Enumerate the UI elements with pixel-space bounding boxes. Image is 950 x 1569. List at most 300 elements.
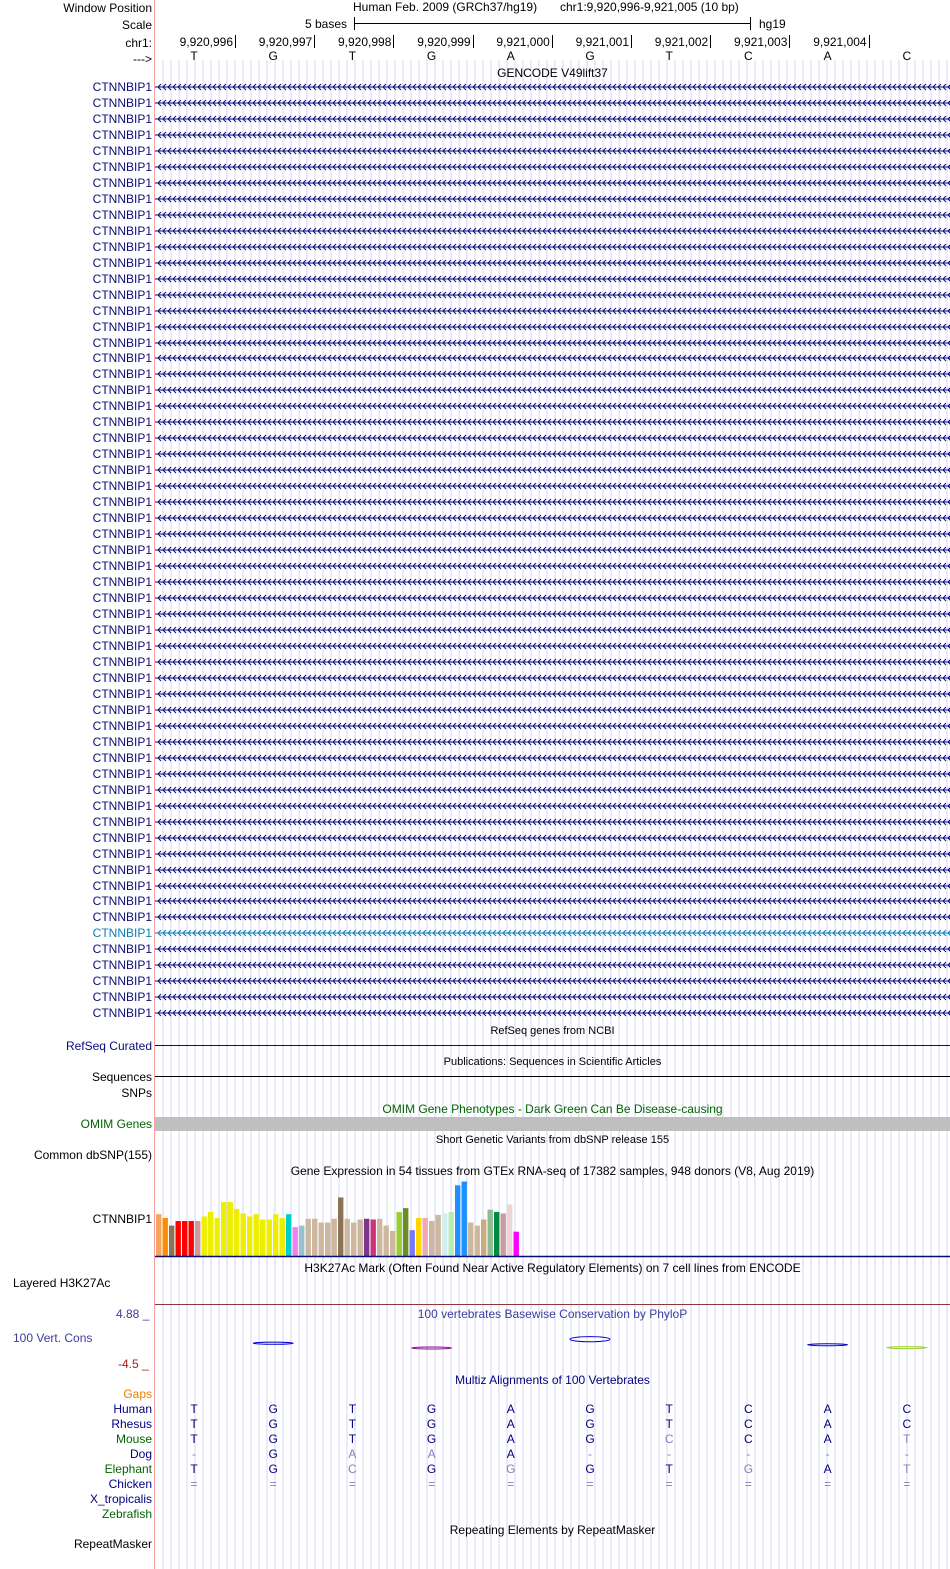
gencode-gene-label[interactable]: CTNNBIP1 [92, 383, 152, 398]
gtex-tissue-bar [163, 1218, 168, 1256]
gencode-gene-label[interactable]: CTNNBIP1 [92, 591, 152, 606]
aligned-base: - [192, 1447, 196, 1461]
gencode-transcript[interactable] [155, 721, 950, 731]
gencode-gene-label[interactable]: CTNNBIP1 [92, 255, 152, 270]
gencode-transcript[interactable] [155, 849, 950, 859]
gencode-gene-label[interactable]: CTNNBIP1 [92, 622, 152, 637]
gtex-bar-chart[interactable] [155, 1178, 950, 1258]
gencode-gene-label[interactable]: CTNNBIP1 [92, 239, 152, 254]
gencode-transcript[interactable] [155, 433, 950, 443]
omim-track-title: OMIM Gene Phenotypes - Dark Green Can Be Disease-causing [382, 1102, 723, 1116]
aligned-base: - [667, 1447, 672, 1461]
dbsnp-track-label[interactable]: Common dbSNP(155) [33, 1148, 152, 1162]
gtex-tissue-bar [234, 1209, 239, 1256]
aligned-base: C [744, 1417, 753, 1431]
aligned-base: C [902, 1417, 912, 1431]
gencode-transcript[interactable] [155, 258, 950, 268]
reference-base: C [744, 49, 753, 63]
omim-gene-bar[interactable] [155, 1117, 950, 1131]
aligned-base: = [348, 1477, 356, 1491]
gencode-transcript[interactable] [155, 865, 950, 875]
gencode-transcript[interactable] [155, 769, 950, 779]
gencode-transcript[interactable] [155, 960, 950, 970]
aligned-base: A [506, 1417, 515, 1431]
repeatmasker-track-label[interactable]: RepeatMasker [73, 1537, 152, 1551]
gtex-tissue-bar [215, 1218, 220, 1256]
scale-text: 5 bases [305, 17, 348, 31]
aligned-base: A [506, 1447, 515, 1461]
gencode-gene-label[interactable]: CTNNBIP1 [92, 543, 152, 558]
gencode-track-title: GENCODE V49lift37 [497, 66, 608, 80]
gencode-transcript[interactable] [155, 338, 950, 348]
gencode-gene-label[interactable]: CTNNBIP1 [92, 511, 152, 526]
gtex-tissue-bar [228, 1202, 233, 1256]
aligned-base: A [506, 1432, 515, 1446]
aligned-base: T [665, 1462, 673, 1476]
gtex-tissue-bar [325, 1223, 330, 1256]
assembly-text: Human Feb. 2009 (GRCh37/hg19) [353, 0, 538, 14]
gencode-transcript[interactable] [155, 928, 950, 938]
ruler-position-label: 9,921,002 [654, 35, 709, 49]
h3k27ac-track-label[interactable]: Layered H3K27Ac [13, 1276, 111, 1290]
aligned-base: C [744, 1402, 753, 1416]
gencode-gene-label[interactable]: CTNNBIP1 [92, 575, 152, 590]
gencode-transcript[interactable] [155, 593, 950, 603]
gencode-gene-label[interactable]: CTNNBIP1 [92, 191, 152, 206]
gencode-gene-label[interactable]: CTNNBIP1 [92, 303, 152, 318]
aligned-base: A [506, 1402, 515, 1416]
gencode-gene-label[interactable]: CTNNBIP1 [92, 80, 152, 94]
aligned-base: = [903, 1477, 911, 1491]
aligned-base: G [585, 1432, 595, 1446]
aligned-base: T [665, 1417, 673, 1431]
multiz-track-title: Multiz Alignments of 100 Vertebrates [455, 1373, 650, 1387]
aligned-base: G [426, 1462, 437, 1476]
gtex-tissue-bar [488, 1210, 493, 1256]
gencode-transcript[interactable] [155, 753, 950, 763]
aligned-base: T [665, 1402, 673, 1416]
aligned-base: G [268, 1417, 278, 1431]
gtex-tissue-bar [319, 1223, 324, 1256]
gtex-tissue-bar [507, 1204, 512, 1256]
multiz-species-label[interactable]: Elephant [104, 1462, 152, 1476]
gencode-gene-label[interactable]: CTNNBIP1 [92, 415, 152, 430]
gencode-transcript[interactable] [155, 673, 950, 683]
gencode-gene-label[interactable]: CTNNBIP1 [92, 463, 152, 478]
gencode-transcript[interactable] [155, 82, 950, 92]
gencode-gene-label[interactable]: CTNNBIP1 [92, 271, 152, 286]
gtex-tissue-bar [202, 1216, 207, 1256]
gtex-tissue-bar [169, 1226, 174, 1256]
aligned-base: = [665, 1477, 673, 1491]
gencode-transcript[interactable] [155, 194, 950, 204]
gencode-gene-label[interactable]: CTNNBIP1 [92, 559, 152, 574]
aligned-base: G [268, 1447, 278, 1461]
gencode-gene-label[interactable]: CTNNBIP1 [92, 527, 152, 542]
gencode-gene-label[interactable]: CTNNBIP1 [92, 159, 152, 174]
aligned-base: T [348, 1432, 357, 1446]
h3k27ac-track-title: H3K27Ac Mark (Often Found Near Active Regulatory Elements) on 7 cell lines from ENCODE [304, 1261, 801, 1275]
publications-sequences-label[interactable]: Sequences [91, 1070, 152, 1084]
gtex-tissue-bar [377, 1219, 382, 1256]
scale-bar-right-tick [750, 17, 751, 30]
gtex-tissue-bar [364, 1219, 369, 1256]
strand-label: ---> [133, 52, 152, 66]
gencode-transcript[interactable] [155, 210, 950, 220]
repeatmasker-track-title: Repeating Elements by RepeatMasker [449, 1523, 656, 1537]
gencode-transcript[interactable] [155, 322, 950, 332]
gencode-gene-label[interactable]: CTNNBIP1 [92, 734, 152, 749]
aligned-base: G [585, 1462, 595, 1476]
gencode-gene-label[interactable]: CTNNBIP1 [92, 1006, 152, 1021]
gencode-gene-label[interactable]: CTNNBIP1 [92, 638, 152, 653]
gencode-gene-label[interactable]: CTNNBIP1 [92, 750, 152, 765]
gtex-tissue-bar [403, 1208, 408, 1256]
gencode-transcript[interactable] [155, 353, 950, 363]
gencode-transcript[interactable] [155, 1008, 950, 1018]
gencode-transcript[interactable] [155, 641, 950, 651]
gencode-gene-label[interactable]: CTNNBIP1 [92, 830, 152, 845]
gencode-transcript[interactable] [155, 785, 950, 795]
gencode-gene-label[interactable]: CTNNBIP1 [92, 814, 152, 829]
gencode-gene-label[interactable]: CTNNBIP1 [92, 974, 152, 989]
aligned-base: G [585, 1417, 595, 1431]
gencode-gene-label[interactable]: CTNNBIP1 [92, 846, 152, 861]
aligned-base: A [348, 1447, 357, 1461]
gencode-gene-label[interactable]: CTNNBIP1 [92, 670, 152, 685]
gencode-gene-label[interactable]: CTNNBIP1 [92, 175, 152, 190]
gencode-transcript[interactable] [155, 609, 950, 619]
chrom-label: chr1: [125, 36, 152, 50]
aligned-base: T [903, 1432, 911, 1446]
gencode-gene-label[interactable]: CTNNBIP1 [92, 143, 152, 158]
gtex-tissue-bar [410, 1230, 415, 1256]
aligned-base: A [823, 1432, 832, 1446]
gencode-gene-label[interactable]: CTNNBIP1 [92, 399, 152, 414]
aligned-base: = [507, 1477, 515, 1491]
gencode-transcript[interactable] [155, 497, 950, 507]
gtex-tissue-bar [338, 1197, 343, 1256]
gencode-transcript[interactable] [155, 513, 950, 523]
ruler-position-label: 9,920,998 [338, 35, 392, 49]
aligned-base: G [268, 1402, 278, 1416]
gtex-tissue-bar [260, 1220, 265, 1256]
gencode-gene-label[interactable]: CTNNBIP1 [92, 702, 152, 717]
gencode-transcript[interactable] [155, 401, 950, 411]
gtex-track-label[interactable]: CTNNBIP1 [92, 1212, 152, 1226]
reference-base: T [348, 49, 357, 63]
aligned-base: T [190, 1462, 198, 1476]
aligned-base: C [348, 1462, 357, 1476]
ruler-tick [869, 35, 870, 48]
gencode-transcript[interactable] [155, 529, 950, 539]
aligned-base: - [825, 1447, 830, 1461]
gencode-transcript[interactable] [155, 98, 950, 108]
gencode-transcript[interactable] [155, 242, 950, 252]
gtex-tissue-bar [423, 1218, 428, 1256]
scale-bar-left-tick [354, 17, 355, 30]
gencode-gene-label[interactable]: CTNNBIP1 [92, 367, 152, 382]
gencode-transcript[interactable] [155, 306, 950, 316]
position-text: chr1:9,920,996-9,921,005 (10 bp) [560, 0, 739, 14]
publications-line[interactable] [155, 1076, 950, 1077]
gtex-tissue-bar [156, 1214, 161, 1256]
phylop-max-label: 4.88 _ [116, 1307, 150, 1321]
aligned-base: A [823, 1417, 832, 1431]
ruler-position-label: 9,920,999 [417, 35, 471, 49]
phylop-score-mark [808, 1344, 848, 1346]
multiz-gaps-label[interactable]: Gaps [123, 1387, 152, 1401]
gencode-gene-label[interactable]: CTNNBIP1 [92, 910, 152, 925]
window-position-label: Window Position [63, 1, 152, 15]
scale-bar [354, 23, 750, 24]
publications-track-title: Publications: Sequences in Scientific Articles [443, 1056, 662, 1068]
refseq-track-label[interactable]: RefSeq Curated [65, 1039, 152, 1053]
gtex-tissue-bar [189, 1221, 194, 1256]
ruler-position-label: 9,921,004 [813, 35, 867, 49]
aligned-base: T [348, 1417, 357, 1431]
gencode-gene-label[interactable]: CTNNBIP1 [92, 95, 152, 110]
gencode-gene-label[interactable]: CTNNBIP1 [92, 223, 152, 238]
gencode-gene-label[interactable]: CTNNBIP1 [92, 990, 152, 1005]
gencode-gene-label[interactable]: CTNNBIP1 [92, 718, 152, 733]
gtex-tissue-bar [481, 1220, 486, 1256]
gencode-gene-label[interactable]: CTNNBIP1 [92, 127, 152, 142]
aligned-base: T [190, 1432, 198, 1446]
gencode-gene-label[interactable]: CTNNBIP1 [92, 335, 152, 350]
aligned-base: - [746, 1447, 751, 1461]
phylop-track-title: 100 vertebrates Basewise Conservation by PhyloP [417, 1307, 688, 1321]
gencode-gene-label[interactable]: CTNNBIP1 [92, 958, 152, 973]
aligned-base: A [427, 1447, 436, 1461]
gtex-tissue-bar [351, 1223, 356, 1256]
multiz-species-label[interactable]: Mouse [115, 1432, 152, 1446]
gtex-tissue-bar [293, 1227, 298, 1256]
phylop-score-mark [412, 1347, 452, 1349]
aligned-base: T [190, 1417, 198, 1431]
phylop-track-label[interactable]: 100 Vert. Cons [13, 1331, 93, 1345]
ruler-position-label: 9,921,001 [575, 35, 629, 49]
aligned-base: G [268, 1462, 278, 1476]
gtex-tissue-bar [436, 1215, 441, 1256]
multiz-species-label[interactable]: Dog [129, 1447, 152, 1461]
gencode-gene-label[interactable]: CTNNBIP1 [92, 798, 152, 813]
gencode-gene-label[interactable]: CTNNBIP1 [92, 447, 152, 462]
reference-base: A [506, 49, 515, 63]
gencode-transcript[interactable] [155, 449, 950, 459]
h3k27ac-baseline [155, 1304, 950, 1305]
phylop-score-mark [887, 1347, 927, 1349]
aligned-base: A [823, 1462, 832, 1476]
gtex-tissue-bar [455, 1185, 460, 1256]
gencode-transcript[interactable] [155, 577, 950, 587]
gtex-tissue-bar [501, 1213, 506, 1256]
aligned-base: C [744, 1432, 753, 1446]
multiz-species-label[interactable]: Zebrafish [101, 1507, 152, 1521]
gencode-gene-label[interactable]: CTNNBIP1 [92, 607, 152, 621]
aligned-base: = [428, 1477, 436, 1491]
aligned-base: - [904, 1447, 909, 1461]
aligned-base: T [348, 1402, 357, 1416]
gtex-tissue-bar [384, 1226, 389, 1256]
gtex-tissue-bar [312, 1219, 317, 1256]
gencode-transcript[interactable] [155, 545, 950, 555]
aligned-base: T [190, 1402, 198, 1416]
omim-track-label[interactable]: OMIM Genes [80, 1117, 152, 1131]
gtex-tissue-bar [254, 1214, 259, 1256]
reference-base: T [190, 49, 198, 63]
gencode-transcript[interactable] [155, 274, 950, 284]
refseq-track-title: RefSeq genes from NCBI [490, 1025, 615, 1037]
gtex-tissue-bar [280, 1218, 285, 1256]
gencode-transcript[interactable] [155, 162, 950, 172]
gencode-transcript[interactable] [155, 657, 950, 667]
gencode-transcript[interactable] [155, 801, 950, 811]
gencode-gene-label[interactable]: CTNNBIP1 [92, 894, 152, 909]
gtex-tissue-bar [267, 1220, 272, 1256]
gencode-gene-label[interactable]: CTNNBIP1 [92, 766, 152, 781]
gencode-transcript[interactable] [155, 465, 950, 475]
gtex-tissue-bar [371, 1220, 376, 1256]
db-text: hg19 [759, 17, 786, 31]
gencode-gene-label[interactable]: CTNNBIP1 [92, 862, 152, 877]
gencode-transcript[interactable] [155, 689, 950, 699]
aligned-base: G [426, 1402, 437, 1416]
gencode-transcript[interactable] [155, 561, 950, 571]
gencode-transcript[interactable] [155, 385, 950, 395]
gtex-tissue-bar [273, 1214, 278, 1256]
gencode-transcript[interactable] [155, 226, 950, 236]
aligned-base: = [586, 1477, 594, 1491]
aligned-base: G [585, 1402, 595, 1416]
gencode-gene-label[interactable]: CTNNBIP1 [92, 654, 152, 669]
gencode-gene-label[interactable]: CTNNBIP1 [92, 431, 152, 446]
gencode-gene-label[interactable]: CTNNBIP1 [92, 926, 152, 941]
refseq-gene-line[interactable] [155, 1045, 950, 1046]
gencode-transcript[interactable] [155, 992, 950, 1002]
gencode-gene-label[interactable]: CTNNBIP1 [92, 942, 152, 957]
ruler-position-label: 9,921,000 [496, 35, 550, 49]
gencode-gene-label[interactable]: CTNNBIP1 [92, 479, 152, 494]
gtex-tissue-bar [390, 1231, 395, 1256]
gtex-tissue-bar [176, 1221, 181, 1256]
ruler-position-label: 9,921,003 [734, 35, 788, 49]
gtex-tissue-bar [416, 1218, 421, 1256]
aligned-base: = [824, 1477, 832, 1491]
gtex-tissue-bar [332, 1219, 337, 1256]
ruler-position-label: 9,920,997 [258, 35, 313, 49]
phylop-score-mark [570, 1337, 610, 1342]
reference-base: C [902, 49, 912, 63]
ruler-position-label: 9,920,996 [179, 35, 233, 49]
gencode-gene-label[interactable]: CTNNBIP1 [92, 686, 152, 701]
aligned-base: C [664, 1432, 674, 1446]
reference-base: A [823, 49, 832, 63]
gencode-gene-label[interactable]: CTNNBIP1 [92, 878, 152, 893]
gencode-gene-label[interactable]: CTNNBIP1 [92, 782, 152, 797]
phylop-graph[interactable] [155, 1316, 950, 1376]
gencode-transcript[interactable] [155, 290, 950, 300]
multiz-species-label[interactable]: Rhesus [111, 1417, 152, 1431]
aligned-base: G [506, 1462, 516, 1476]
gencode-transcript[interactable] [155, 130, 950, 140]
gtex-tissue-bar [221, 1202, 226, 1256]
publications-snps-label[interactable]: SNPs [121, 1086, 152, 1100]
gencode-transcript[interactable] [155, 833, 950, 843]
gencode-transcript[interactable] [155, 817, 950, 827]
aligned-base: = [744, 1477, 752, 1491]
aligned-base: G [743, 1462, 754, 1476]
gencode-transcript[interactable] [155, 114, 950, 124]
gtex-tissue-bar [462, 1182, 467, 1256]
gtex-tissue-bar [241, 1213, 246, 1256]
reference-base: G [268, 49, 278, 63]
gtex-tissue-bar [468, 1223, 473, 1256]
gtex-tissue-bar [182, 1221, 187, 1256]
gencode-transcript[interactable] [155, 881, 950, 891]
gencode-gene-label[interactable]: CTNNBIP1 [92, 319, 152, 334]
multiz-species-label[interactable]: Chicken [108, 1477, 152, 1491]
gtex-tissue-bar [306, 1219, 311, 1256]
gencode-gene-label[interactable]: CTNNBIP1 [92, 351, 152, 366]
gencode-gene-label[interactable]: CTNNBIP1 [92, 287, 152, 302]
gtex-tissue-bar [449, 1212, 454, 1256]
aligned-base: = [269, 1477, 277, 1491]
aligned-base: G [268, 1432, 278, 1446]
gtex-tissue-bar [494, 1212, 499, 1256]
multiz-species-label[interactable]: X_tropicalis [89, 1492, 152, 1506]
aligned-base: C [902, 1402, 912, 1416]
gtex-tissue-bar [345, 1219, 350, 1256]
reference-base: G [426, 49, 437, 63]
reference-base: T [665, 49, 673, 63]
gencode-transcript[interactable] [155, 369, 950, 379]
gencode-transcript[interactable] [155, 896, 950, 906]
phylop-min-label: -4.5 _ [118, 1357, 149, 1371]
gtex-tissue-bar [247, 1216, 252, 1256]
gencode-transcript[interactable] [155, 737, 950, 747]
gtex-tissue-bar [442, 1213, 447, 1256]
gtex-tissue-bar [208, 1212, 213, 1256]
gencode-gene-label[interactable]: CTNNBIP1 [92, 111, 152, 126]
aligned-base: - [588, 1447, 592, 1461]
gtex-tissue-bar [397, 1212, 402, 1256]
aligned-base: A [823, 1402, 832, 1416]
aligned-base: G [426, 1432, 437, 1446]
gencode-transcript[interactable] [155, 944, 950, 954]
gtex-tissue-bar [358, 1220, 363, 1256]
gencode-transcript[interactable] [155, 146, 950, 156]
multiz-species-label[interactable]: Human [113, 1402, 152, 1416]
gtex-track-title: Gene Expression in 54 tissues from GTEx RNA-seq of 17382 samples, 948 donors (V8, Aug 2019) [290, 1164, 815, 1178]
gtex-tissue-bar [299, 1226, 304, 1256]
gencode-transcript[interactable] [155, 481, 950, 491]
gtex-tissue-bar [514, 1232, 519, 1256]
gtex-tissue-bar [286, 1214, 291, 1256]
gtex-tissue-bar [429, 1221, 434, 1256]
gencode-transcript[interactable] [155, 705, 950, 715]
aligned-base: G [426, 1417, 437, 1431]
gencode-transcript[interactable] [155, 417, 950, 427]
gencode-transcript[interactable] [155, 625, 950, 635]
gencode-transcript[interactable] [155, 178, 950, 188]
scale-label: Scale [121, 18, 152, 32]
gencode-transcript[interactable] [155, 976, 950, 986]
gencode-transcript[interactable] [155, 912, 950, 922]
gencode-gene-label[interactable]: CTNNBIP1 [92, 207, 152, 222]
dbsnp-track-title: Short Genetic Variants from dbSNP release 155 [435, 1134, 670, 1146]
gencode-gene-label[interactable]: CTNNBIP1 [92, 495, 152, 510]
